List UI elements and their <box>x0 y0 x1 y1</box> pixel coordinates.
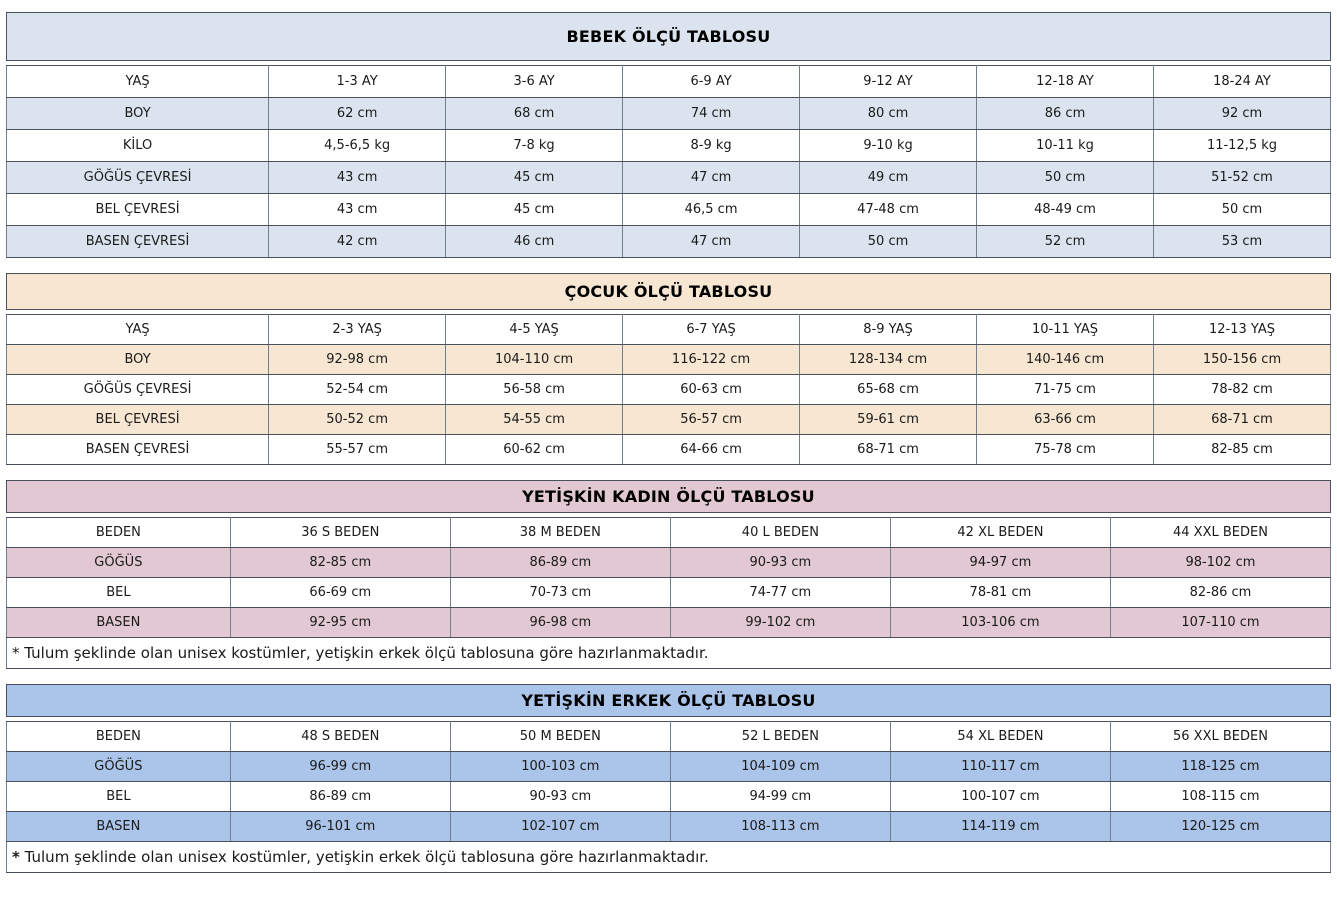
column-header-cell: 1-3 AY <box>269 66 446 98</box>
data-cell: 120-125 cm <box>1110 812 1330 842</box>
column-header-row <box>7 315 1331 345</box>
data-cell: 110-117 cm <box>890 752 1110 782</box>
column-header-cell: 2-3 YAŞ <box>269 315 446 345</box>
row-label-cell: BEL <box>7 782 231 812</box>
data-cell: 78-82 cm <box>1153 375 1330 405</box>
data-cell: 96-101 cm <box>230 812 450 842</box>
data-cell: 100-107 cm <box>890 782 1110 812</box>
data-cell: 102-107 cm <box>450 812 670 842</box>
data-cell: 68-71 cm <box>800 435 977 465</box>
column-header-cell: 42 XL BEDEN <box>890 518 1110 548</box>
table-row <box>7 98 1331 130</box>
data-cell: 92-98 cm <box>269 345 446 375</box>
table-row <box>7 812 1331 842</box>
data-cell: 45 cm <box>446 162 623 194</box>
table-row <box>7 130 1331 162</box>
column-header-row <box>7 66 1331 98</box>
data-cell: 74-77 cm <box>670 578 890 608</box>
data-cell: 150-156 cm <box>1153 345 1330 375</box>
table-row <box>7 608 1331 638</box>
adult-women-size-table-section <box>6 480 1331 669</box>
column-header-cell: 9-12 AY <box>800 66 977 98</box>
data-cell: 71-75 cm <box>977 375 1154 405</box>
row-label-cell: GÖĞÜS ÇEVRESİ <box>7 162 269 194</box>
column-header-cell: 54 XL BEDEN <box>890 722 1110 752</box>
row-label-header-cell: BEDEN <box>7 518 231 548</box>
data-cell: 90-93 cm <box>450 782 670 812</box>
data-cell: 51-52 cm <box>1153 162 1330 194</box>
row-label-cell: BOY <box>7 345 269 375</box>
data-cell: 60-63 cm <box>623 375 800 405</box>
child-size-table <box>6 314 1331 465</box>
data-cell: 47 cm <box>623 162 800 194</box>
column-header-cell: 6-9 AY <box>623 66 800 98</box>
footnote-row <box>7 638 1331 669</box>
column-header-cell: 12-18 AY <box>977 66 1154 98</box>
row-label-cell: BASEN <box>7 608 231 638</box>
data-cell: 9-10 kg <box>800 130 977 162</box>
data-cell: 140-146 cm <box>977 345 1154 375</box>
data-cell: 90-93 cm <box>670 548 890 578</box>
data-cell: 53 cm <box>1153 226 1330 258</box>
adult-men-size-table-section <box>6 684 1331 873</box>
data-cell: 94-99 cm <box>670 782 890 812</box>
footnote-cell <box>7 842 1331 873</box>
footnote-marker: * <box>12 848 20 866</box>
column-header-cell: 18-24 AY <box>1153 66 1330 98</box>
data-cell: 50-52 cm <box>269 405 446 435</box>
column-header-cell: 48 S BEDEN <box>230 722 450 752</box>
table-row <box>7 162 1331 194</box>
data-cell: 52 cm <box>977 226 1154 258</box>
data-cell: 78-81 cm <box>890 578 1110 608</box>
column-header-cell: 52 L BEDEN <box>670 722 890 752</box>
table-row <box>7 782 1331 812</box>
data-cell: 4,5-6,5 kg <box>269 130 446 162</box>
row-label-header-cell: BEDEN <box>7 722 231 752</box>
data-cell: 10-11 kg <box>977 130 1154 162</box>
adult-men-table-title: YETİŞKİN ERKEK ÖLÇÜ TABLOSU <box>6 684 1331 717</box>
data-cell: 49 cm <box>800 162 977 194</box>
column-header-cell: 10-11 YAŞ <box>977 315 1154 345</box>
row-label-header-cell: YAŞ <box>7 66 269 98</box>
child-size-table-section <box>6 273 1331 465</box>
data-cell: 8-9 kg <box>623 130 800 162</box>
row-label-cell: BASEN ÇEVRESİ <box>7 226 269 258</box>
footnote-text: Tulum şeklinde olan unisex kostümler, yetişkin erkek ölçü tablosuna göre hazırlanmaktadır. <box>19 644 709 662</box>
data-cell: 94-97 cm <box>890 548 1110 578</box>
data-cell: 43 cm <box>269 162 446 194</box>
data-cell: 82-85 cm <box>1153 435 1330 465</box>
adult-women-size-table <box>6 517 1331 669</box>
baby-table-title: BEBEK ÖLÇÜ TABLOSU <box>6 12 1331 61</box>
data-cell: 118-125 cm <box>1110 752 1330 782</box>
data-cell: 50 cm <box>1153 194 1330 226</box>
data-cell: 47 cm <box>623 226 800 258</box>
table-row <box>7 194 1331 226</box>
row-label-cell: GÖĞÜS <box>7 752 231 782</box>
data-cell: 114-119 cm <box>890 812 1110 842</box>
data-cell: 82-86 cm <box>1110 578 1330 608</box>
data-cell: 46 cm <box>446 226 623 258</box>
data-cell: 52-54 cm <box>269 375 446 405</box>
data-cell: 60-62 cm <box>446 435 623 465</box>
table-row <box>7 375 1331 405</box>
data-cell: 48-49 cm <box>977 194 1154 226</box>
data-cell: 99-102 cm <box>670 608 890 638</box>
data-cell: 11-12,5 kg <box>1153 130 1330 162</box>
data-cell: 86-89 cm <box>230 782 450 812</box>
data-cell: 100-103 cm <box>450 752 670 782</box>
baby-size-table <box>6 65 1331 258</box>
row-label-cell: KİLO <box>7 130 269 162</box>
row-label-cell: GÖĞÜS <box>7 548 231 578</box>
data-cell: 55-57 cm <box>269 435 446 465</box>
row-label-header-cell: YAŞ <box>7 315 269 345</box>
data-cell: 59-61 cm <box>800 405 977 435</box>
data-cell: 96-99 cm <box>230 752 450 782</box>
data-cell: 86-89 cm <box>450 548 670 578</box>
column-header-cell: 4-5 YAŞ <box>446 315 623 345</box>
table-row <box>7 435 1331 465</box>
data-cell: 43 cm <box>269 194 446 226</box>
data-cell: 47-48 cm <box>800 194 977 226</box>
table-row <box>7 548 1331 578</box>
column-header-row <box>7 722 1331 752</box>
data-cell: 108-115 cm <box>1110 782 1330 812</box>
table-row <box>7 578 1331 608</box>
data-cell: 104-109 cm <box>670 752 890 782</box>
data-cell: 42 cm <box>269 226 446 258</box>
footnote-text: Tulum şeklinde olan unisex kostümler, yetişkin erkek ölçü tablosuna göre hazırlanmaktadır. <box>19 848 709 866</box>
data-cell: 56-58 cm <box>446 375 623 405</box>
column-header-cell: 12-13 YAŞ <box>1153 315 1330 345</box>
data-cell: 7-8 kg <box>446 130 623 162</box>
data-cell: 116-122 cm <box>623 345 800 375</box>
row-label-cell: BASEN ÇEVRESİ <box>7 435 269 465</box>
column-header-cell: 6-7 YAŞ <box>623 315 800 345</box>
column-header-cell: 3-6 AY <box>446 66 623 98</box>
data-cell: 50 cm <box>800 226 977 258</box>
row-label-cell: BEL ÇEVRESİ <box>7 405 269 435</box>
data-cell: 104-110 cm <box>446 345 623 375</box>
data-cell: 74 cm <box>623 98 800 130</box>
column-header-cell: 56 XXL BEDEN <box>1110 722 1330 752</box>
child-table-title: ÇOCUK ÖLÇÜ TABLOSU <box>6 273 1331 310</box>
data-cell: 66-69 cm <box>230 578 450 608</box>
footnote-row <box>7 842 1331 873</box>
data-cell: 63-66 cm <box>977 405 1154 435</box>
data-cell: 107-110 cm <box>1110 608 1330 638</box>
column-header-cell: 44 XXL BEDEN <box>1110 518 1330 548</box>
adult-men-size-table <box>6 721 1331 873</box>
data-cell: 45 cm <box>446 194 623 226</box>
column-header-cell: 50 M BEDEN <box>450 722 670 752</box>
table-row <box>7 345 1331 375</box>
data-cell: 46,5 cm <box>623 194 800 226</box>
table-row <box>7 226 1331 258</box>
row-label-cell: BASEN <box>7 812 231 842</box>
data-cell: 103-106 cm <box>890 608 1110 638</box>
row-label-cell: BOY <box>7 98 269 130</box>
data-cell: 64-66 cm <box>623 435 800 465</box>
data-cell: 96-98 cm <box>450 608 670 638</box>
column-header-row <box>7 518 1331 548</box>
row-label-cell: GÖĞÜS ÇEVRESİ <box>7 375 269 405</box>
footnote-cell <box>7 638 1331 669</box>
column-header-cell: 38 M BEDEN <box>450 518 670 548</box>
data-cell: 75-78 cm <box>977 435 1154 465</box>
table-row <box>7 752 1331 782</box>
data-cell: 92-95 cm <box>230 608 450 638</box>
data-cell: 50 cm <box>977 162 1154 194</box>
data-cell: 80 cm <box>800 98 977 130</box>
data-cell: 82-85 cm <box>230 548 450 578</box>
row-label-cell: BEL ÇEVRESİ <box>7 194 269 226</box>
baby-size-table-section <box>6 12 1331 258</box>
data-cell: 65-68 cm <box>800 375 977 405</box>
adult-women-table-title: YETİŞKİN KADIN ÖLÇÜ TABLOSU <box>6 480 1331 513</box>
data-cell: 86 cm <box>977 98 1154 130</box>
column-header-cell: 36 S BEDEN <box>230 518 450 548</box>
data-cell: 68 cm <box>446 98 623 130</box>
data-cell: 56-57 cm <box>623 405 800 435</box>
data-cell: 128-134 cm <box>800 345 977 375</box>
data-cell: 68-71 cm <box>1153 405 1330 435</box>
data-cell: 54-55 cm <box>446 405 623 435</box>
table-row <box>7 405 1331 435</box>
column-header-cell: 40 L BEDEN <box>670 518 890 548</box>
row-label-cell: BEL <box>7 578 231 608</box>
data-cell: 62 cm <box>269 98 446 130</box>
data-cell: 70-73 cm <box>450 578 670 608</box>
column-header-cell: 8-9 YAŞ <box>800 315 977 345</box>
data-cell: 92 cm <box>1153 98 1330 130</box>
footnote-marker: * <box>12 644 20 662</box>
data-cell: 98-102 cm <box>1110 548 1330 578</box>
data-cell: 108-113 cm <box>670 812 890 842</box>
